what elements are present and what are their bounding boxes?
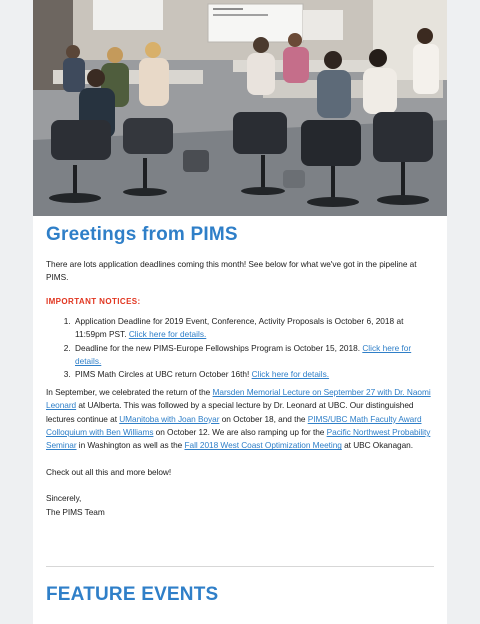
notices-list: [46, 315, 436, 382]
notice-text: Application Deadline for 2019 Event, Conference, Activity Proposals is October 6, 2018 at 11:59pm PST.: [75, 315, 404, 340]
recap-text: on October 18, and the: [219, 413, 308, 424]
notice-item: [73, 342, 436, 369]
recap-text: at UBC Okanagan.: [341, 440, 413, 451]
recap-text: in Washington as well as the: [76, 440, 185, 451]
probability-seminar-link[interactable]: Pacific Northwest Probability Seminar: [46, 427, 431, 451]
notice-item: [73, 368, 436, 381]
signoff-text: Sincerely,: [46, 493, 82, 504]
recap-text: at UAlberta. This was followed by a special lecture by Dr. Leonard at UBC. Our distinguished lectures continue at: [46, 400, 414, 424]
greeting-section: [46, 220, 436, 519]
notice-details-link[interactable]: Click here for details.: [75, 342, 412, 367]
september-recap: [46, 386, 436, 453]
notice-text: Deadline for the new PIMS-Europe Fellowships Program is October 15, 2018.: [75, 342, 360, 353]
notices-label: IMPORTANT NOTICES:: [46, 296, 141, 306]
recap-text: In September, we celebrated the return of the: [46, 386, 213, 397]
feature-events-heading: FEATURE EVENTS: [46, 584, 219, 605]
recap-text: on October 12. We are also ramping up for the: [153, 427, 327, 438]
page-title: Greetings from PIMS: [46, 224, 238, 245]
notice-details-link[interactable]: Click here for details.: [128, 329, 207, 340]
intro-text: There are lots application deadlines coming this month! See below for what we've got in the pipeline at PIMS.: [46, 259, 417, 283]
team-signature: The PIMS Team: [46, 506, 105, 517]
section-divider: [46, 566, 434, 567]
colloquium-link[interactable]: PIMS/UBC Math Faculty Award Colloquium with Ben Williams: [46, 413, 422, 438]
check-out-text: Check out all this and more below!: [46, 466, 172, 477]
optimization-meeting-link[interactable]: Fall 2018 West Coast Optimization Meeting: [184, 440, 342, 451]
header-photo: [33, 0, 447, 216]
notice-details-link[interactable]: Click here for details.: [251, 369, 330, 380]
marsden-lecture-link[interactable]: Marsden Memorial Lecture on September 27 with Dr. Naomi Leonard: [46, 386, 431, 411]
notice-item: [73, 315, 436, 342]
newsletter-card: [33, 0, 447, 624]
notice-text: PIMS Math Circles at UBC return October 16th!: [75, 369, 250, 380]
umanitoba-lecture-link[interactable]: UManitoba with Joan Boyar: [119, 413, 220, 424]
